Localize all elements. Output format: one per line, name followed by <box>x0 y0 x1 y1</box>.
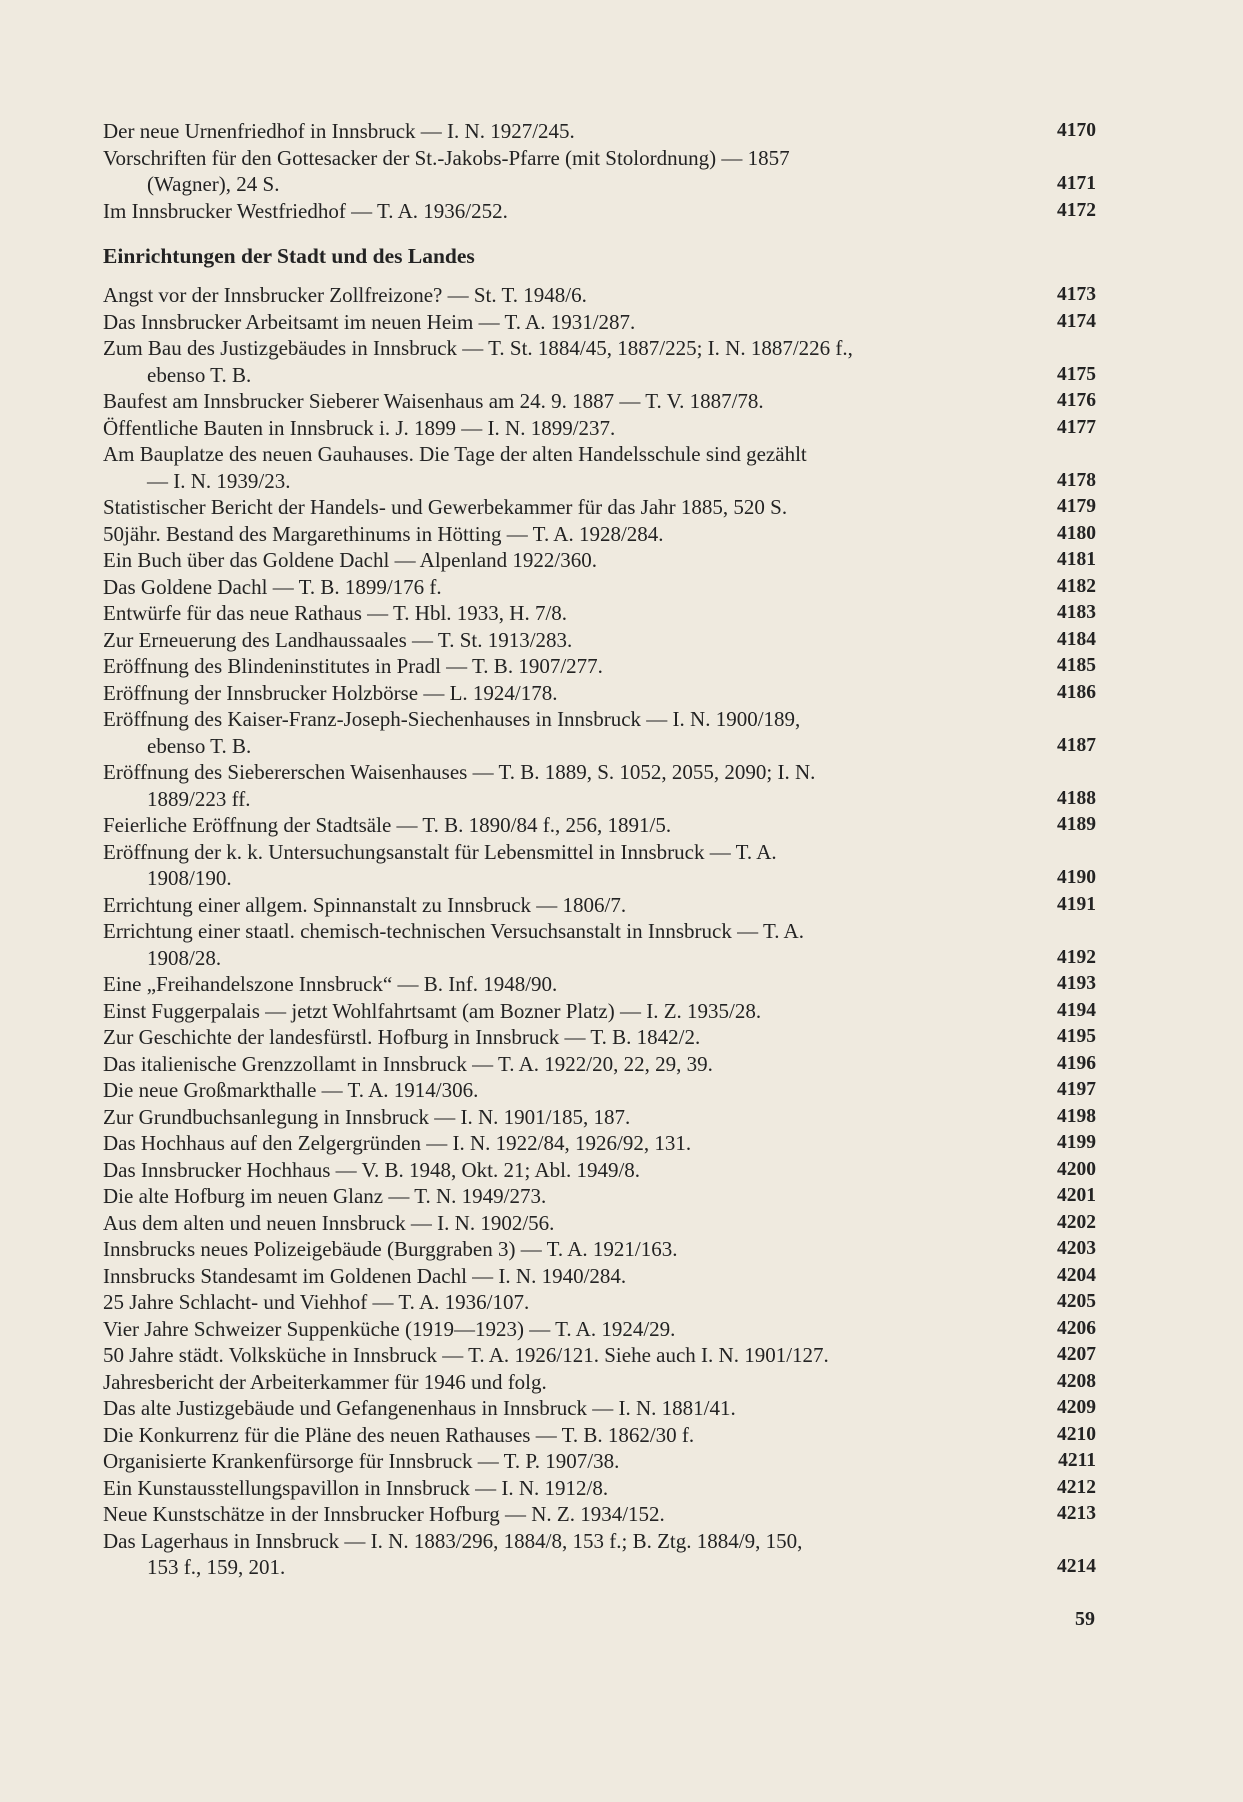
entry-number: 4185 <box>1057 655 1096 676</box>
entry-number: 4174 <box>1057 310 1096 332</box>
bibliography-entry <box>103 1475 1096 1502</box>
entry-number: 4196 <box>1057 1052 1096 1074</box>
bibliography-entry <box>103 494 1096 521</box>
entry-text: Eröffnung der Innsbrucker Holzbörse — L. 1924/178. <box>103 680 558 705</box>
entry-number: 4170 <box>1057 120 1096 141</box>
entry-text: Die neue Großmarkthalle — T. A. 1914/306. <box>103 1078 479 1102</box>
entry-number: 4197 <box>1057 1079 1096 1100</box>
entry-text: Statistischer Bericht der Handels- und Gewerbekammer für das Jahr 1885, 520 S. <box>103 495 788 519</box>
bibliography-entry <box>103 812 1096 839</box>
entry-number: 4200 <box>1057 1158 1096 1180</box>
entry-number: 4188 <box>1057 787 1096 809</box>
bibliography-entry <box>103 1263 1096 1290</box>
bibliography-entry <box>103 1342 1096 1369</box>
entry-number: 4209 <box>1057 1397 1096 1418</box>
page-number: 59 <box>1075 1608 1095 1630</box>
entry-text: Das Innsbrucker Arbeitsamt im neuen Heim — T. A. 1931/287. <box>103 309 636 334</box>
entry-text: Die alte Hofburg im neuen Glanz — T. N. 1949/273. <box>103 1184 547 1208</box>
entry-text: Vorschriften für den Gottesacker der St.-Jakobs-Pfarre (mit Stolordnung) — 1857 <box>103 145 790 170</box>
bibliography-entry <box>103 415 1096 442</box>
bibliography-entry <box>103 627 1096 654</box>
entry-number: 4212 <box>1057 1476 1096 1498</box>
bibliography-entry <box>103 282 1096 309</box>
entry-text-continued: ebenso T. B. <box>147 733 252 758</box>
entry-text-continued: (Wagner), 24 S. <box>147 172 280 196</box>
entry-number: 4210 <box>1057 1423 1096 1445</box>
entry-text: Vier Jahre Schweizer Suppenküche (1919—1923) — T. A. 1924/29. <box>103 1316 676 1341</box>
entry-number: 4177 <box>1057 416 1096 438</box>
entry-number: 4194 <box>1057 999 1096 1021</box>
bibliography-entry <box>103 309 1096 336</box>
bibliography-entry <box>103 574 1096 601</box>
bibliography-entry <box>103 521 1096 548</box>
entry-text: Feierliche Eröffnung der Stadtsäle — T. B. 1890/84 f., 256, 1891/5. <box>103 813 672 837</box>
entry-number: 4186 <box>1057 681 1096 703</box>
bibliography-entry <box>103 600 1096 627</box>
entry-number: 4183 <box>1057 602 1096 623</box>
entry-number: 4180 <box>1057 522 1096 544</box>
entry-text: Ein Buch über das Goldene Dachl — Alpenland 1922/360. <box>103 548 597 572</box>
bibliography-entry <box>103 198 1096 225</box>
entry-text-continued: 1889/223 ff. <box>147 786 251 811</box>
entry-text: Eröffnung des Blindeninstitutes in Pradl — T. B. 1907/277. <box>103 654 603 678</box>
bibliography-entry <box>103 1236 1096 1263</box>
entry-number: 4181 <box>1057 549 1096 570</box>
entry-text: Angst vor der Innsbrucker Zollfreizone? — St. T. 1948/6. <box>103 283 587 307</box>
bibliography-entry <box>103 118 1096 145</box>
entry-number: 4203 <box>1057 1238 1096 1259</box>
entry-text: Eine „Freihandelszone Innsbruck“ — B. Inf. 1948/90. <box>103 972 558 996</box>
bibliography-entry <box>103 145 1096 198</box>
entry-number: 4171 <box>1057 173 1096 194</box>
entry-text: Zur Grundbuchsanlegung in Innsbruck — I. N. 1901/185, 187. <box>103 1104 631 1129</box>
entry-text: 25 Jahre Schlacht- und Viehhof — T. A. 1936/107. <box>103 1290 530 1314</box>
bibliography-entry <box>103 759 1096 812</box>
entry-text-continued: 153 f., 159, 201. <box>147 1555 286 1579</box>
bibliography-entry <box>103 839 1096 892</box>
entry-text: Zum Bau des Justizgebäudes in Innsbruck — T. St. 1884/45, 1887/225; I. N. 1887/226 f., <box>103 336 853 360</box>
entry-text: Zur Erneuerung des Landhaussaales — T. St. 1913/283. <box>103 627 573 652</box>
entry-number: 4201 <box>1057 1185 1096 1206</box>
bibliography-entry <box>103 1528 1096 1581</box>
entry-text: Die Konkurrenz für die Pläne des neuen Rathauses — T. B. 1862/30 f. <box>103 1422 695 1447</box>
bibliography-entry <box>103 547 1096 574</box>
bibliography-entry <box>103 441 1096 494</box>
section-gap <box>103 224 1096 243</box>
bibliography-entry <box>103 1157 1096 1184</box>
entry-text: Am Bauplatze des neuen Gauhauses. Die Tage der alten Handelsschule sind gezählt <box>103 442 807 466</box>
entry-number: 4204 <box>1057 1264 1096 1286</box>
entry-text: Das Innsbrucker Hochhaus — V. B. 1948, Okt. 21; Abl. 1949/8. <box>103 1157 641 1182</box>
entry-text: Im Innsbrucker Westfriedhof — T. A. 1936/252. <box>103 198 508 223</box>
entry-text: Der neue Urnenfriedhof in Innsbruck — I. N. 1927/245. <box>103 119 575 143</box>
entry-number: 4191 <box>1057 893 1096 915</box>
bibliography-entry <box>103 892 1096 919</box>
entry-number: 4202 <box>1057 1211 1096 1233</box>
bibliography-entry <box>103 388 1096 415</box>
bibliography-list <box>103 118 1096 1581</box>
entry-text: Innsbrucks neues Polizeigebäude (Burggraben 3) — T. A. 1921/163. <box>103 1237 678 1261</box>
entry-text: Eröffnung des Kaiser-Franz-Joseph-Siechenhauses in Innsbruck — I. N. 1900/189, <box>103 707 801 731</box>
bibliography-entry <box>103 1316 1096 1343</box>
bibliography-entry <box>103 706 1096 759</box>
entry-text: Einst Fuggerpalais — jetzt Wohlfahrtsamt (am Bozner Platz) — I. Z. 1935/28. <box>103 998 762 1023</box>
entry-text: 50 Jahre städt. Volksküche in Innsbruck — T. A. 1926/121. Siehe auch I. N. 1901/127. <box>103 1343 829 1367</box>
entry-number: 4179 <box>1057 496 1096 517</box>
entry-text: Jahresbericht der Arbeiterkammer für 1946 und folg. <box>103 1369 547 1394</box>
bibliography-entry <box>103 1183 1096 1210</box>
bibliography-entry <box>103 998 1096 1025</box>
entry-number: 4182 <box>1057 575 1096 597</box>
entry-text: Das Hochhaus auf den Zelgergründen — I. N. 1922/84, 1926/92, 131. <box>103 1131 692 1155</box>
bibliography-entry <box>103 918 1096 971</box>
bibliography-entry <box>103 1448 1096 1475</box>
bibliography-entry <box>103 1422 1096 1449</box>
bibliography-entry <box>103 971 1096 998</box>
bibliography-entry <box>103 1077 1096 1104</box>
entry-text: Neue Kunstschätze in der Innsbrucker Hofburg — N. Z. 1934/152. <box>103 1502 665 1526</box>
bibliography-entry <box>103 1051 1096 1078</box>
entry-text: Zur Geschichte der landesfürstl. Hofburg in Innsbruck — T. B. 1842/2. <box>103 1025 701 1049</box>
bibliography-entry <box>103 335 1096 388</box>
entry-text: Errichtung einer staatl. chemisch-technischen Versuchsanstalt in Innsbruck — T. A. <box>103 919 804 943</box>
entry-text: Das italienische Grenzzollamt in Innsbruck — T. A. 1922/20, 22, 29, 39. <box>103 1051 713 1076</box>
entry-number: 4205 <box>1057 1291 1096 1312</box>
bibliography-entry <box>103 1024 1096 1051</box>
entry-number: 4207 <box>1057 1344 1096 1365</box>
entry-number: 4213 <box>1057 1503 1096 1524</box>
entries-main <box>103 282 1096 1581</box>
entry-text: Baufest am Innsbrucker Sieberer Waisenhaus am 24. 9. 1887 — T. V. 1887/78. <box>103 389 764 413</box>
entry-text: 50jähr. Bestand des Margarethinums in Hötting — T. A. 1928/284. <box>103 521 664 546</box>
entry-number: 4211 <box>1058 1450 1096 1471</box>
entry-text-continued: ebenso T. B. <box>147 362 252 387</box>
bibliography-entry <box>103 1210 1096 1237</box>
entry-number: 4206 <box>1057 1317 1096 1339</box>
bibliography-entry <box>103 680 1096 707</box>
bibliography-entry <box>103 1501 1096 1528</box>
entry-text: Eröffnung des Siebererschen Waisenhauses — T. B. 1889, S. 1052, 2055, 2090; I. N. <box>103 760 816 784</box>
entry-number: 4190 <box>1057 867 1096 888</box>
entry-text: Organisierte Krankenfürsorge für Innsbruck — T. P. 1907/38. <box>103 1449 620 1473</box>
entry-text: Aus dem alten und neuen Innsbruck — I. N. 1902/56. <box>103 1210 555 1235</box>
entry-number: 4172 <box>1057 199 1096 221</box>
bibliography-entry <box>103 1104 1096 1131</box>
entry-text-continued: — I. N. 1939/23. <box>147 468 291 493</box>
entry-number: 4198 <box>1057 1105 1096 1127</box>
entry-text: Eröffnung der k. k. Untersuchungsanstalt für Lebensmittel in Innsbruck — T. A. <box>103 839 777 864</box>
entry-number: 4173 <box>1057 284 1096 305</box>
entry-number: 4208 <box>1057 1370 1096 1392</box>
entry-text: Öffentliche Bauten in Innsbruck i. J. 1899 — I. N. 1899/237. <box>103 415 616 440</box>
entry-number: 4178 <box>1057 469 1096 491</box>
bibliography-entry <box>103 653 1096 680</box>
entry-text: Entwürfe für das neue Rathaus — T. Hbl. 1933, H. 7/8. <box>103 601 568 625</box>
entry-text: Das Goldene Dachl — T. B. 1899/176 f. <box>103 574 442 599</box>
entry-number: 4193 <box>1057 973 1096 994</box>
entry-number: 4176 <box>1057 390 1096 411</box>
bibliography-entry <box>103 1395 1096 1422</box>
bibliography-entry <box>103 1369 1096 1396</box>
entry-text: Das alte Justizgebäude und Gefangenenhaus in Innsbruck — I. N. 1881/41. <box>103 1396 736 1420</box>
entry-number: 4189 <box>1057 814 1096 835</box>
entry-number: 4192 <box>1057 946 1096 968</box>
entry-number: 4175 <box>1057 363 1096 385</box>
entry-text: Innsbrucks Standesamt im Goldenen Dachl — I. N. 1940/284. <box>103 1263 627 1288</box>
bibliography-entry <box>103 1130 1096 1157</box>
entry-number: 4184 <box>1057 628 1096 650</box>
section-heading: Einrichtungen der Stadt und des Landes <box>103 244 475 268</box>
entry-number: 4195 <box>1057 1026 1096 1047</box>
entries-top <box>103 118 1096 224</box>
bibliography-entry <box>103 1289 1096 1316</box>
entry-text: Das Lagerhaus in Innsbruck — I. N. 1883/296, 1884/8, 153 f.; B. Ztg. 1884/9, 150, <box>103 1528 803 1553</box>
entry-text: Ein Kunstausstellungspavillon in Innsbruck — I. N. 1912/8. <box>103 1475 609 1500</box>
entry-text-continued: 1908/190. <box>147 866 232 890</box>
entry-text-continued: 1908/28. <box>147 945 222 970</box>
entry-number: 4214 <box>1057 1556 1096 1577</box>
entry-number: 4199 <box>1057 1132 1096 1153</box>
entry-text: Errichtung einer allgem. Spinnanstalt zu Innsbruck — 1806/7. <box>103 892 627 917</box>
entry-number: 4187 <box>1057 734 1096 756</box>
